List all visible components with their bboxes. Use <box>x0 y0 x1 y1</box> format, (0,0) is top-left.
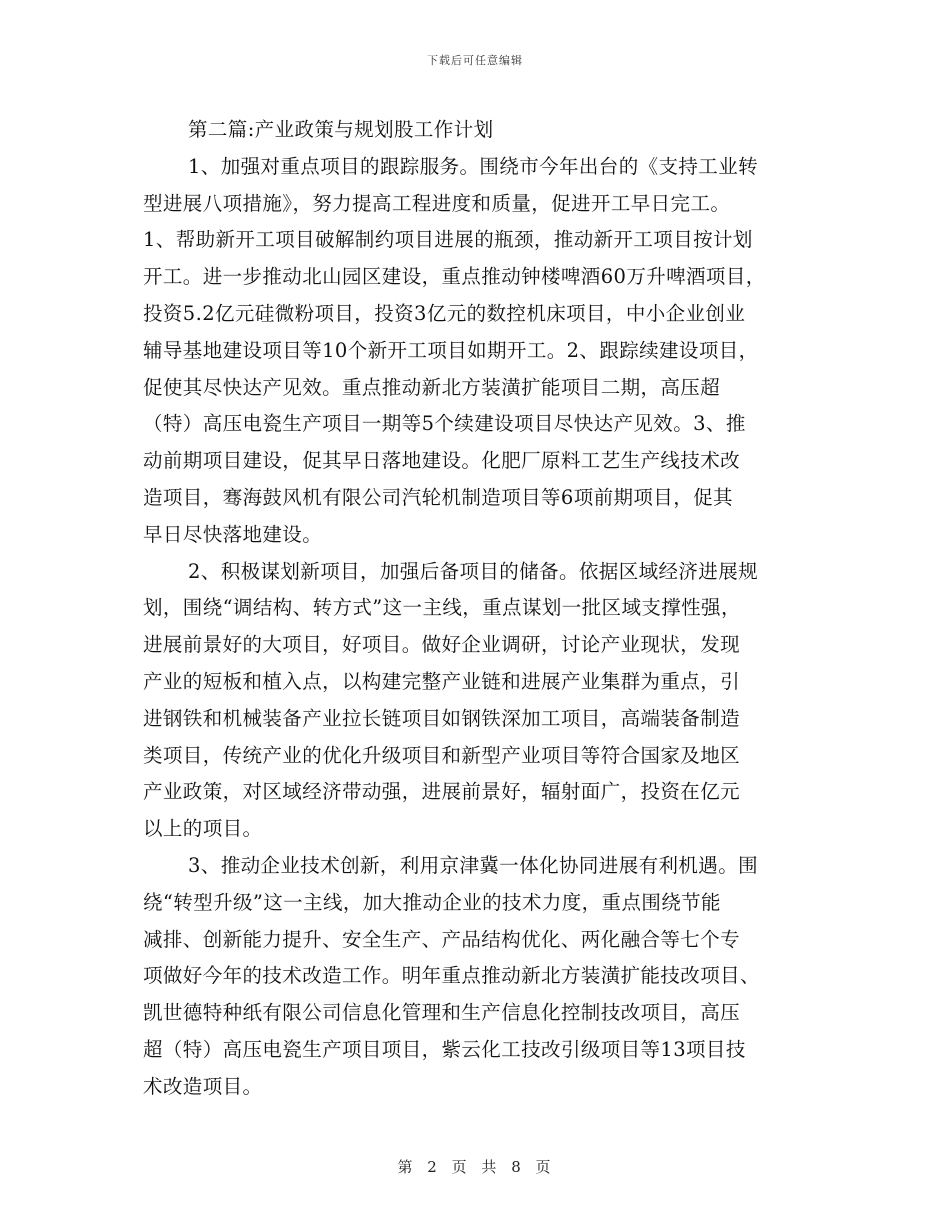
header-note: 下载后可任意编辑 <box>427 54 523 67</box>
paragraph-2 <box>143 554 811 848</box>
paragraph-line: 项做好今年的技术改造工作。明年重点推动新北方装潢扩能技改项目、 <box>143 964 760 988</box>
document-body <box>143 112 811 1106</box>
paragraph-line: 促使其尽快达产见效。重点推动新北方装潢扩能项目二期，高压超 <box>143 375 721 399</box>
footer-suffix: 页 <box>535 1158 553 1176</box>
current-page-number: 2 <box>427 1158 439 1176</box>
paragraph-line: 凯世德特种纸有限公司信息化管理和生产信息化控制技改项目，高压 <box>143 1001 741 1025</box>
footer-page-word: 页 <box>451 1158 469 1176</box>
paragraph-line: 早日尽快落地建设。 <box>143 522 323 546</box>
paragraph-line: 进展前景好的大项目，好项目。做好企业调研，讨论产业现状，发现 <box>143 633 741 657</box>
paragraph-1 <box>143 149 811 554</box>
paragraph-line: 投资5.2亿元硅微粉项目，投资3亿元的数控机床项目，中小企业创业 <box>143 301 746 325</box>
paragraph-line: 2、积极谋划新项目，加强后备项目的储备。依据区域经济进展规 <box>188 559 759 583</box>
paragraph-line: 术改造项目。 <box>143 1074 263 1098</box>
paragraph-line: 辅导基地建设项目等10个新开工项目如期开工。2、跟踪续建设项目， <box>143 338 759 362</box>
paragraph-line: 型进展八项措施》，努力提高工程进度和质量，促进开工早日完工。 <box>143 191 731 215</box>
paragraph-line: （特）高压电瓷生产项目一期等5个续建设项目尽快达产见效。3、推 <box>143 412 746 436</box>
paragraph-line: 1、帮助新开工项目破解制约项目进展的瓶颈，推动新开工项目按计划 <box>143 228 753 252</box>
paragraph-line: 进钢铁和机械装备产业拉长链项目如钢铁深加工项目，高端装备制造 <box>143 706 741 730</box>
total-page-count: 8 <box>511 1158 523 1176</box>
paragraph-line: 划，围绕“调结构、转方式”这一主线，重点谋划一批区域支撑性强， <box>143 596 741 620</box>
paragraph-line: 1、加强对重点项目的跟踪服务。围绕市今年出台的《支持工业转 <box>188 154 759 178</box>
paragraph-3 <box>143 848 811 1106</box>
footer-prefix: 第 <box>397 1158 415 1176</box>
paragraph-line: 开工。进一步推动北山园区建设，重点推动钟楼啤酒60万升啤酒项目， <box>143 265 766 289</box>
paragraph-line: 超（特）高压电瓷生产项目项目，紫云化工技改引级项目等13项目技 <box>143 1037 746 1061</box>
paragraph-line: 类项目，传统产业的优化升级项目和新型产业项目等符合国家及地区 <box>143 743 741 767</box>
paragraph-line: 造项目，骞海鼓风机有限公司汽轮机制造项目等6项前期项目，促其 <box>143 485 733 509</box>
paragraph-line: 产业政策，对区域经济带动强，进展前景好，辐射面广，投资在亿元 <box>143 780 741 804</box>
footer-total-word: 共 <box>481 1158 499 1176</box>
paragraph-line: 以上的项目。 <box>143 817 263 841</box>
paragraph-line: 动前期项目建设，促其早日落地建设。化肥厂原料工艺生产线技术改 <box>143 449 741 473</box>
paragraph-line: 产业的短板和植入点，以构建完整产业链和进展产业集群为重点，引 <box>143 669 741 693</box>
paragraph-line: 3、推动企业技术创新，利用京津冀一体化协同进展有利机遇。围 <box>188 853 759 877</box>
paragraph-line: 绕“转型升级”这一主线，加大推动企业的技术力度，重点围绕节能 <box>143 890 721 914</box>
paragraph-line: 减排、创新能力提升、安全生产、产品结构优化、两化融合等七个专 <box>143 927 741 951</box>
document-title: 第二篇:产业政策与规划股工作计划 <box>188 118 494 141</box>
page-footer <box>0 1156 950 1177</box>
